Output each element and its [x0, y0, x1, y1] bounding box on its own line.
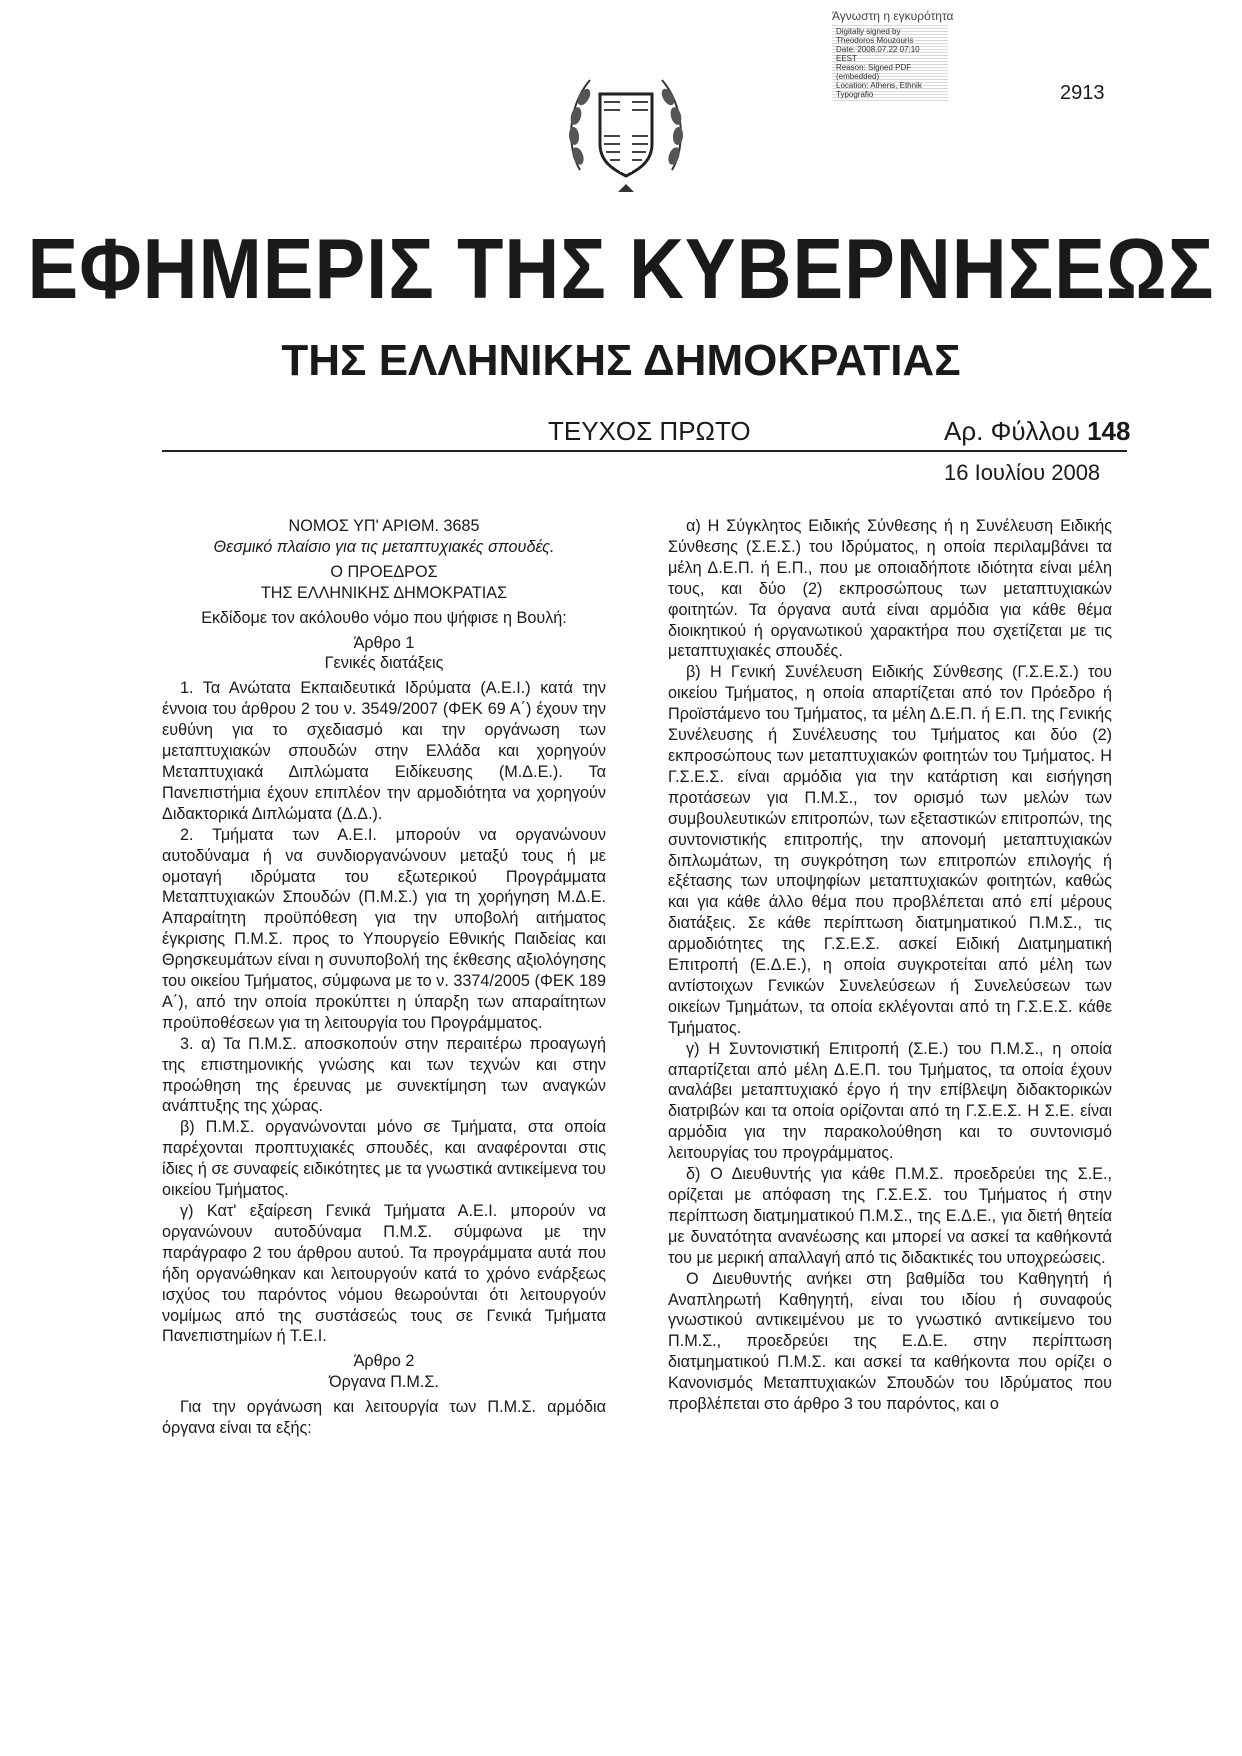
sheet-number-value: 148 — [1087, 416, 1131, 446]
signature-line: (embedded) — [836, 72, 880, 81]
law-number: ΝΟΜΟΣ ΥΠ' ΑΡΙΘΜ. 3685 — [288, 517, 480, 535]
article-title: Όργανα Π.Μ.Σ. — [329, 1373, 439, 1392]
right-column — [668, 516, 1112, 1415]
article-title: Γενικές διατάξεις — [324, 654, 444, 673]
left-column — [162, 516, 606, 1439]
article-heading: Άρθρο 1 — [353, 633, 415, 652]
paragraph: β) Π.Μ.Σ. οργανώνονται μόνο σε Τμήματα, στα οποία παρέχονται προπτυχιακές σπουδές, και αναφέρονται στις ίδιες ή σε συναφείς ειδικότητες με τα γνωστικά αντικείμενα του οικείου Τμήματος. — [162, 1118, 606, 1200]
issue-date: 16 Ιουλίου 2008 — [944, 460, 1101, 485]
signature-details — [832, 25, 948, 101]
paragraph: γ) Η Συντονιστική Επιτροπή (Σ.Ε.) του Π.Μ.Σ., η οποία απαρτίζεται από μέλη Δ.Ε.Π. του Τμήματος, τα οποία έχουν αναλάβει μεταπτυχιακό έργο ή την επίβλεψη διδακτορικών διατριβών και τα οποία ορίζονται από τη Γ.Σ.Ε.Σ. Η Σ.Ε. είναι αρμόδια για την παρακολούθηση και το συντονισμό λειτουργίας του προγράμματος. — [668, 1039, 1112, 1163]
article-heading: Άρθρο 2 — [353, 1352, 415, 1371]
paragraph: γ) Κατ' εξαίρεση Γενικά Τμήματα Α.Ε.Ι. μπορούν να οργανώνουν αυτοδύναμα Π.Μ.Σ. σύμφωνα με την παράγραφο 2 του άρθρου αυτού. Τα προγράμματα αυτά που ήδη οργανώθηκαν και λειτουργούν κατά το χρόνο ενάρξεως ισχύος του παρόντος νόμου θεωρούνται ότι λειτουργούν νομίμως από της συστάσεώς τους σε Γενικά Τμήματα Πανεπιστημίων ή Τ.Ε.Ι. — [162, 1202, 606, 1346]
page-number: 2913 — [1060, 82, 1105, 104]
signature-validity-label: Άγνωστη η εγκυρότητα — [832, 9, 954, 23]
paragraph: δ) Ο Διευθυντής για κάθε Π.Μ.Σ. προεδρεύει της Σ.Ε., ορίζεται με απόφαση της Γ.Σ.Ε.Σ. του Τμήματος ή στην περίπτωση διατμηματικού Π.Μ.Σ., της Ε.Δ.Ε., για διετή θητεία με δυνατότητα ανανέωσης και μπορεί να ασκεί τα καθήκοντά του με μερική απαλλαγή από τις διδακτικές του υποχρεώσεις. — [668, 1165, 1112, 1267]
signature-line: EEST — [836, 54, 857, 63]
president-heading: Ο ΠΡΟΕΔΡΟΣ — [330, 562, 438, 581]
gazette-masthead: ΕΦΗΜΕΡΙΣ ΤΗΣ ΚΥΒΕΡΝΗΣΕΩΣ — [27, 221, 1215, 318]
signature-line: Theodoros Mouzouris — [836, 36, 914, 45]
sheet-number-label: Αρ. Φύλλου — [944, 416, 1080, 446]
digital-signature-stamp[interactable] — [832, 10, 982, 120]
sheet-number — [944, 416, 1130, 447]
signature-line: Typografio — [836, 90, 874, 99]
signature-line: Location: Athens, Ethnik — [836, 81, 922, 90]
header-rule — [162, 450, 1127, 452]
signature-line: Date: 2008.07.22 07:10 — [836, 45, 920, 54]
paragraph: 3. α) Τα Π.Μ.Σ. αποσκοπούν στην περαιτέρω προαγωγή της επιστημονικής γνώσης και των τεχνών και στην προώθηση της έρευνας με συνεκτίμηση των αναγκών ανάπτυξης της χώρας. — [162, 1034, 606, 1116]
signature-line: Digitally signed by — [836, 27, 901, 36]
gazette-subtitle: ΤΗΣ ΕΛΛΗΝΙΚΗΣ ΔΗΜΟΚΡΑΤΙΑΣ — [281, 336, 961, 385]
coat-of-arms-emblem — [568, 66, 684, 194]
paragraph: β) Η Γενική Συνέλευση Ειδικής Σύνθεσης (Γ.Σ.Ε.Σ.) του οικείου Τμήματος, η οποία απαρτίζεται από τον Πρόεδρο ή Προϊστάμενο του Τμήματος, τα μέλη Δ.Ε.Π. ή Ε.Π. της Γενικής Συνέλευσης ή Συνέλευσης του Τμήματος και δύο (2) εκπροσώπους των μεταπτυχιακών φοιτητών του Τμήματος. Η Γ.Σ.Ε.Σ. είναι αρμόδια για την κατάρτιση και εισήγηση προτάσεων για Π.Μ.Σ., τον ορισμό των μελών των συμβουλευτικών επιτροπών, των εξεταστικών επιτροπών, της συντονιστικής επιτροπής, την απονομή μεταπτυχιακών διπλωμάτων, τη συγκρότηση των επιτροπών επιλογής ή εξέτασης των υποψηφίων μεταπτυχιακών φοιτητών, καθώς και για κάθε άλλο θέμα που προβλέπεται από επί μέρους διατάξεις. Σε κάθε περίπτωση διατμηματικού Π.Μ.Σ., τις αρμοδιότητες της Γ.Σ.Ε.Σ. ασκεί Ειδική Διατμηματική Επιτροπή (Ε.Δ.Ε.), η οποία συγκροτείται από μέλη των αντίστοιχων Γενικών Συνελεύσεων ή Συνελεύσεων των οικείων Τμημάτων, τα οποία εκλέγονται από τη Γ.Σ.Ε.Σ. κάθε Τμήματος. — [668, 663, 1112, 1037]
law-title: Θεσμικό πλαίσιο για τις μεταπτυχιακές σπουδές. — [213, 537, 555, 556]
paragraph: Για την οργάνωση και λειτουργία των Π.Μ.Σ. αρμόδια όργανα είναι τα εξής: — [162, 1398, 606, 1438]
promulgation-text: Εκδίδομε τον ακόλουθο νόμο που ψήφισε η Βουλή: — [201, 608, 567, 627]
paragraph: Ο Διευθυντής ανήκει στη βαθμίδα του Καθηγητή ή Αναπληρωτή Καθηγητή, είναι του ιδίου ή συναφούς γνωστικού αντικειμένου με το γνωστικό αντικείμενο του Π.Μ.Σ., προεδρεύει της Ε.Δ.Ε. στην περίπτωση διατμηματικού Π.Μ.Σ. και ασκεί τα καθήκοντα που ορίζει ο Κανονισμός Μεταπτυχιακών Σπουδών του Ιδρύματος που προβλέπεται στο άρθρο 3 του παρόντος, και ο — [668, 1269, 1112, 1414]
paragraph: 1. Τα Ανώτατα Εκπαιδευτικά Ιδρύματα (Α.Ε.Ι.) κατά την έννοια του άρθρου 2 του ν. 3549/2007 (ΦΕΚ 69 Α΄) έχουν την ευθύνη για το σχεδιασμό και την οργάνωση των μεταπτυχιακών σπουδών στην Ελλάδα και χορηγούν Μεταπτυχιακά Διπλώματα Ειδίκευσης (Μ.Δ.Ε.). Τα Πανεπιστήμια έχουν επιπλέον την αρμοδιότητα να χορηγούν Διδακτορικά Διπλώματα (Δ.Δ.). — [162, 679, 606, 823]
president-heading-2: ΤΗΣ ΕΛΛΗΝΙΚΗΣ ΔΗΜΟΚΡΑΤΙΑΣ — [260, 583, 508, 602]
issue-label: ΤΕΥΧΟΣ ΠΡΩΤΟ — [548, 416, 751, 446]
paragraph: α) Η Σύγκλητος Ειδικής Σύνθεσης ή η Συνέλευση Ειδικής Σύνθεσης (Σ.Ε.Σ.) του Ιδρύματος, η οποία περιλαμβάνει τα μέλη Δ.Ε.Π. ή Ε.Π., που με οποιαδήποτε ιδιότητα είναι μέλη τους, και δύο (2) εκπροσώπους των μεταπτυχιακών φοιτητών. Τα όργανα αυτά είναι αρμόδια για κάθε θέμα διοικητικού ή οργανωτικού χαρακτήρα που σχετίζεται με τις μεταπτυχιακές σπουδές. — [668, 517, 1112, 661]
signature-line: Reason: Signed PDF — [836, 63, 912, 72]
paragraph: 2. Τμήματα των Α.Ε.Ι. μπορούν να οργανώνουν αυτοδύναμα ή να συνδιοργανώνουν μεταξύ τους ή με ομοταγή ιδρύματα του εξωτερικού Προγράμματα Μεταπτυχιακών Σπουδών (Π.Μ.Σ.) για τη χορήγηση Μ.Δ.Ε. Απαραίτητη προϋπόθεση για την υποβολή αιτήματος έγκρισης Π.Μ.Σ. προς το Υπουργείο Εθνικής Παιδείας και Θρησκευμάτων είναι η συνυποβολή της έκθεσης αξιολόγησης του οικείου Τμήματος, σύμφωνα με το ν. 3374/2005 (ΦΕΚ 189 Α΄), από την οποία προκύπτει η ύπαρξη των απαραίτητων προϋποθέσεων για τη λειτουργία του Προγράμματος. — [162, 825, 606, 1032]
